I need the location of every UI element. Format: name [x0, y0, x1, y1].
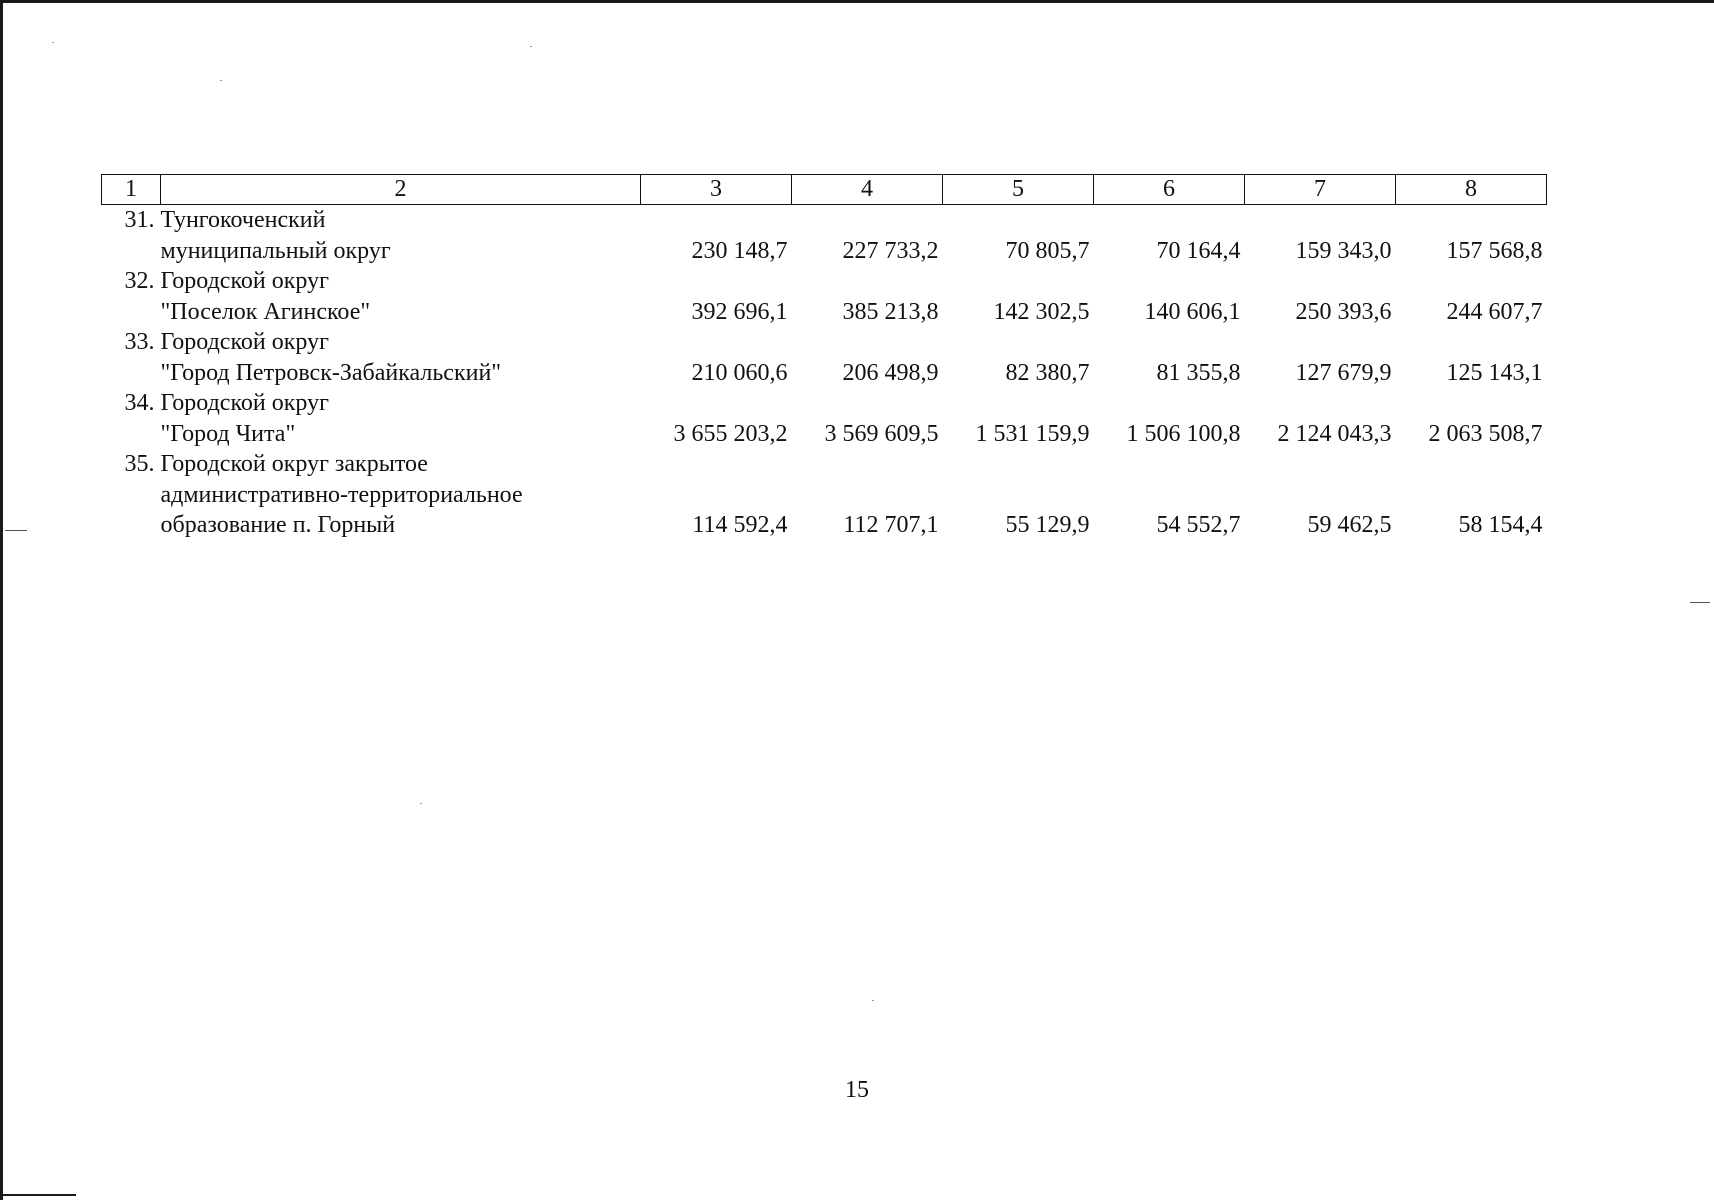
cell-col-4: 385 213,8	[842, 298, 939, 325]
scan-speck	[52, 42, 54, 43]
row-index: 33.	[124, 329, 155, 355]
cell-col-7: 59 462,5	[1307, 512, 1392, 538]
row-name-line: Тунгокоченский	[160, 207, 326, 233]
budget-table-container	[101, 174, 1547, 541]
budget-table	[101, 174, 1547, 541]
row-name-line: Городской округ	[160, 390, 329, 416]
table-header-row	[102, 175, 1547, 205]
scan-speck	[420, 803, 422, 804]
row-name	[161, 388, 641, 449]
row-name-line: Городской округ	[160, 268, 329, 294]
cell-col-6: 70 164,4	[1156, 237, 1241, 264]
row-name-line: административно-территориальное	[160, 481, 523, 508]
row-name-line: "Город Петровск-Забайкальский"	[160, 359, 502, 386]
cell-col-7: 250 393,6	[1295, 298, 1392, 325]
scan-border-left	[0, 0, 3, 1200]
cell-col-5: 82 380,7	[1005, 359, 1090, 386]
table-body	[102, 205, 1547, 541]
cell-col-8: 2 063 508,7	[1428, 420, 1543, 447]
header-col-7: 7	[1245, 175, 1396, 205]
cell-col-8: 157 568,8	[1446, 237, 1543, 264]
cell-col-3: 230 148,7	[691, 237, 788, 264]
cell-col-4: 3 569 609,5	[824, 420, 939, 447]
cell-col-8: 58 154,4	[1458, 512, 1543, 538]
table-row	[102, 388, 1547, 449]
cell-col-5: 1 531 159,9	[975, 420, 1090, 447]
scan-border-top	[0, 0, 1714, 3]
table-row	[102, 266, 1547, 327]
header-col-3: 3	[641, 175, 792, 205]
scan-speck	[5, 530, 27, 531]
table-row	[102, 449, 1547, 541]
row-name	[161, 266, 641, 327]
row-name-line: Городской округ закрытое	[160, 451, 428, 477]
cell-col-8: 244 607,7	[1446, 298, 1543, 325]
cell-col-5: 55 129,9	[1005, 512, 1090, 538]
scan-speck	[1690, 602, 1710, 603]
scan-border-bottom	[0, 1194, 76, 1196]
cell-col-6: 140 606,1	[1144, 298, 1241, 325]
page-number: 15	[845, 1077, 869, 1103]
header-col-5: 5	[943, 175, 1094, 205]
row-name-line: образование п. Горный	[160, 512, 396, 538]
row-index: 34.	[124, 390, 155, 416]
cell-col-7: 2 124 043,3	[1277, 420, 1392, 447]
row-index: 35.	[124, 451, 155, 477]
header-col-2: 2	[161, 175, 641, 205]
cell-col-5: 70 805,7	[1005, 237, 1090, 264]
cell-col-4: 206 498,9	[842, 359, 939, 386]
row-name	[161, 205, 641, 267]
row-name	[161, 327, 641, 388]
scan-speck	[220, 80, 222, 81]
header-col-4: 4	[792, 175, 943, 205]
cell-col-3: 3 655 203,2	[673, 420, 788, 447]
cell-col-6: 1 506 100,8	[1126, 420, 1241, 447]
cell-col-7: 159 343,0	[1295, 237, 1392, 264]
row-name-line: муниципальный округ	[160, 237, 391, 264]
row-name	[161, 449, 641, 541]
cell-col-6: 54 552,7	[1156, 512, 1241, 538]
cell-col-3: 392 696,1	[691, 298, 788, 325]
row-name-line: "Город Чита"	[160, 420, 296, 447]
cell-col-5: 142 302,5	[993, 298, 1090, 325]
row-name-line: "Поселок Агинское"	[160, 298, 371, 325]
header-col-8: 8	[1396, 175, 1547, 205]
table-row	[102, 205, 1547, 267]
cell-col-4: 227 733,2	[842, 237, 939, 264]
scan-speck	[872, 1000, 874, 1001]
header-col-1: 1	[102, 175, 161, 205]
header-col-6: 6	[1094, 175, 1245, 205]
row-index: 32.	[124, 268, 155, 294]
table-header	[102, 175, 1547, 205]
cell-col-7: 127 679,9	[1295, 359, 1392, 386]
cell-col-6: 81 355,8	[1156, 359, 1241, 386]
cell-col-3: 114 592,4	[692, 512, 788, 538]
scan-speck	[530, 46, 532, 47]
cell-col-4: 112 707,1	[843, 512, 939, 538]
row-name-line: Городской округ	[160, 329, 329, 355]
table-row	[102, 327, 1547, 388]
cell-col-8: 125 143,1	[1446, 359, 1543, 386]
row-index: 31.	[124, 207, 155, 233]
cell-col-3: 210 060,6	[691, 359, 788, 386]
